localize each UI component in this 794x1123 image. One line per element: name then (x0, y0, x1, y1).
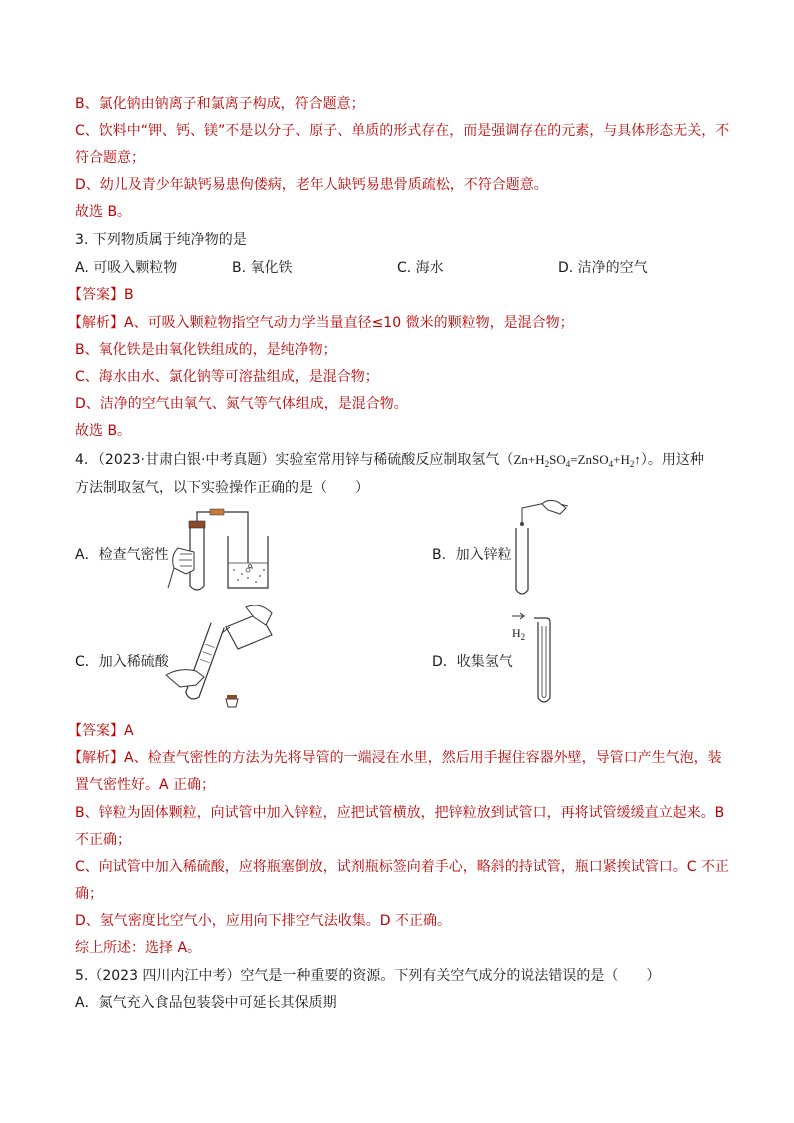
q4-analysis-line: D、氢气密度比空气小，应用向下排空气法收集。D 不正确。 (75, 913, 452, 929)
q3-analysis-line: D、洁净的空气由氧气、氮气等气体组成，是混合物。 (75, 396, 408, 412)
q4-answer: 【答案】A (68, 723, 134, 739)
q4-option-a-label: A．检查气密性 (75, 547, 169, 563)
stem-text: ）。用这种 (640, 452, 704, 468)
q5-option-a: A．氮气充入食品包装袋中可延长其保质期 (75, 995, 337, 1011)
h2-label: $H_2$ (512, 626, 526, 642)
stem-text: 4．（2023·甘肃白银·中考真题）实验室常用锌与稀硫酸反应制取氢气（ (75, 452, 514, 468)
analysis-text: A、可吸入颗粒物指空气动力学当量直径≤10 微米的颗粒物，是混合物； (124, 315, 574, 331)
question-4-stem (75, 450, 704, 474)
q4-analysis-line: 不正确； (75, 832, 131, 848)
analysis-tag: 【解析】 (68, 750, 124, 766)
q4-analysis-line: C、向试管中加入稀硫酸，应将瓶塞倒放，试剂瓶标签向着手心，略斜的持试管，瓶口紧挨试管口。C 不正 (75, 859, 729, 875)
q3-analysis-line (68, 313, 574, 333)
question-4-stem: 方法制取氢气，以下实验操作正确的是（ ） (75, 480, 369, 496)
chemical-equation: $Zn+H_2SO_4=ZnSO_4+H_2↑$ (513, 452, 641, 469)
q3-option-a: A. 可吸入颗粒物 (75, 260, 178, 276)
q3-option-c: C. 海水 (397, 260, 444, 276)
q3-analysis-line: B、氧化铁是由氧化铁组成的，是纯净物； (75, 342, 337, 358)
analysis-line: D、幼儿及青少年缺钙易患佝偻病，老年人缺钙易患骨质疏松，不符合题意。 (75, 177, 548, 193)
q4-analysis-line: 综上所述：选择 A。 (75, 940, 202, 956)
q3-analysis-line: C、海水由水、氯化钠等可溶盐组成，是混合物； (75, 369, 379, 385)
analysis-line: 符合题意； (75, 150, 145, 166)
q4-analysis-line: B、锌粒为固体颗粒，向试管中加入锌粒，应把试管横放，把锌粒放到试管口，再将试管缓缓直立起来。B (75, 805, 725, 821)
add-acid-figure (160, 605, 280, 715)
q3-answer: 【答案】B (68, 287, 134, 303)
analysis-tag: 【解析】 (68, 315, 124, 331)
question-3-stem: 3. 下列物质属于纯净物的是 (75, 232, 247, 248)
q3-option-d: D. 洁净的空气 (558, 260, 648, 276)
add-zinc-figure (510, 500, 580, 600)
airtightness-figure (160, 508, 280, 600)
q4-analysis-line: 置气密性好。A 正确； (75, 777, 216, 793)
q4-analysis-line (68, 748, 722, 768)
analysis-line: 故选 B。 (75, 204, 132, 220)
analysis-line: C、饮料中“钾、钙、镁”不是以分子、原子、单质的形式存在，而是强调存在的元素，与具体形态无关，不 (75, 123, 730, 139)
q4-option-c-label: C．加入稀硫酸 (75, 654, 169, 670)
q4-option-b-label: B．加入锌粒 (432, 547, 512, 563)
q3-option-b: B. 氧化铁 (232, 260, 293, 276)
analysis-text: A、检查气密性的方法为先将导管的一端浸在水里，然后用手握住容器外壁，导管口产生气泡，装 (124, 750, 722, 766)
q3-analysis-line: 故选 B。 (75, 423, 132, 439)
q4-option-d-label: D．收集氢气 (432, 654, 513, 670)
q4-analysis-line: 确； (75, 886, 103, 902)
question-5-stem: 5.（2023 四川内江中考）空气是一种重要的资源。下列有关空气成分的说法错误的是（ ） (75, 968, 661, 984)
analysis-line: B、氯化钠由钠离子和氯离子构成，符合题意； (75, 96, 365, 112)
